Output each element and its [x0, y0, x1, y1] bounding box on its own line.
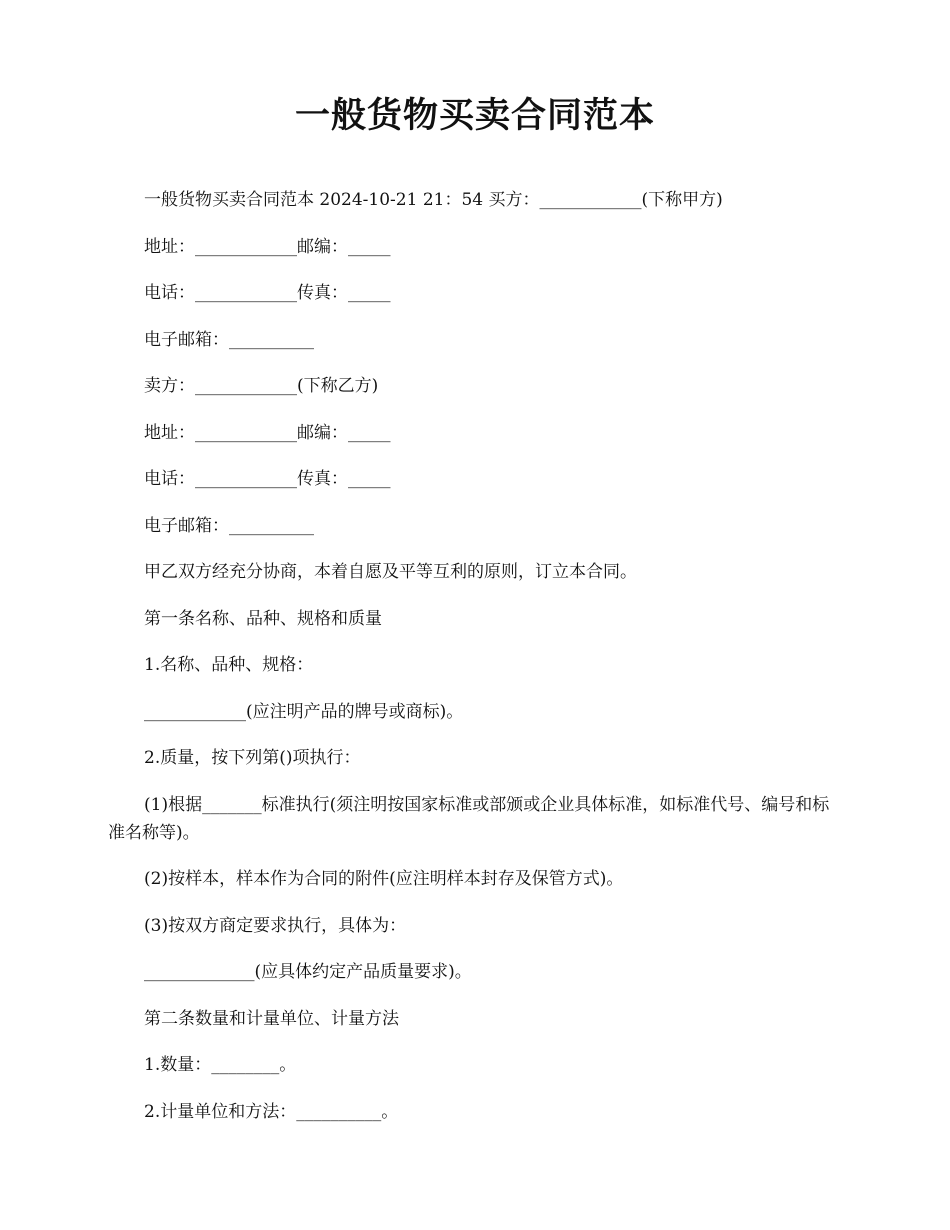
paragraph-seller: 卖方：____________(下称乙方) — [144, 376, 379, 396]
paragraph-article-1-item-2: 2.质量，按下列第()项执行： — [144, 748, 361, 768]
paragraph-seller-email: 电子邮箱：__________ — [144, 515, 314, 536]
paragraph-article-1-item-1: 1.名称、品种、规格： — [144, 655, 314, 675]
paragraph-preamble: 甲乙双方经充分协商，本着自愿及平等互利的原则，订立本合同。 — [144, 562, 637, 582]
paragraph-buyer: 一般货物买卖合同范本 2024-10-21 21：54 买方：____________(下称甲方) — [144, 190, 723, 210]
paragraph-article-1-heading: 第一条名称、品种、规格和质量 — [144, 608, 382, 629]
paragraph-seller-address: 地址：____________邮编：_____ — [144, 422, 391, 443]
document-title: 一般货物买卖合同范本 — [294, 96, 655, 136]
paragraph-buyer-address: 地址：____________邮编：_____ — [144, 236, 391, 257]
paragraph-quality-option-1: (1)根据_______标准执行(须注明按国家标准或部颁或企业具体标准，如标准代号、编号和标准名称等)。 — [108, 794, 830, 843]
paragraph-article-2-item-1: 1.数量：________。 — [144, 1055, 297, 1075]
paragraph-quality-option-3-detail: _____________(应具体约定产品质量要求)。 — [144, 962, 472, 982]
paragraph-seller-phone: 电话：____________传真：_____ — [144, 469, 391, 489]
paragraph-quality-option-3: (3)按双方商定要求执行，具体为： — [144, 915, 407, 936]
paragraph-buyer-phone: 电话：____________传真：_____ — [144, 283, 391, 303]
paragraph-article-2-item-2: 2.计量单位和方法：__________。 — [144, 1101, 399, 1122]
paragraph-article-1-item-1-detail: ____________(应注明产品的牌号或商标)。 — [144, 701, 464, 722]
document-body — [108, 186, 842, 1144]
paragraph-quality-option-2: (2)按样本，样本作为合同的附件(应注明样本封存及保管方式)。 — [144, 869, 624, 889]
paragraph-buyer-email: 电子邮箱：__________ — [144, 329, 314, 350]
paragraph-article-2-heading: 第二条数量和计量单位、计量方法 — [144, 1008, 399, 1029]
